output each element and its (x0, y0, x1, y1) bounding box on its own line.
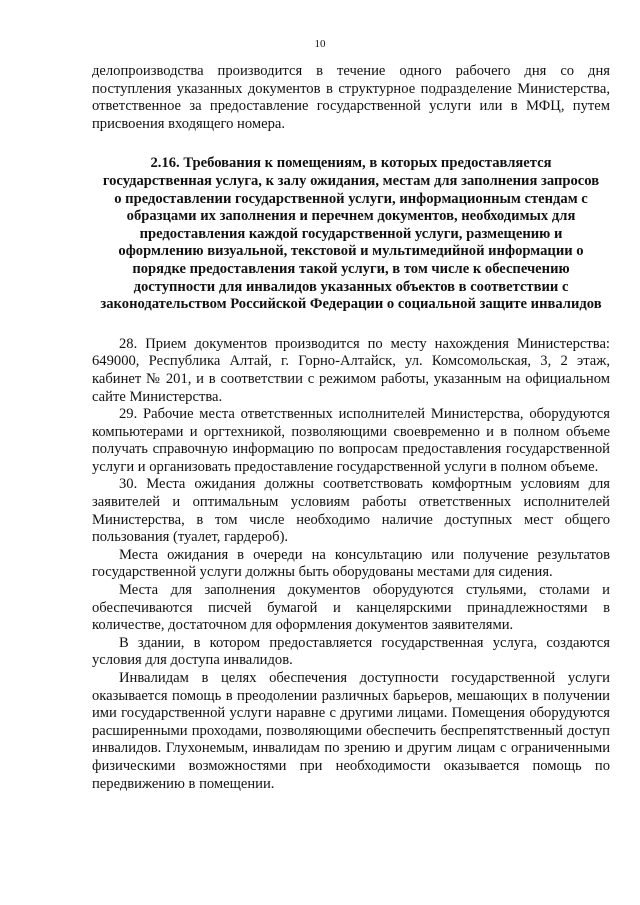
paragraph-disabled-access: В здании, в котором предоставляется государственная услуга, создаются условия для доступа инвалидов. (92, 634, 610, 669)
paragraph-disabled-assistance: Инвалидам в целях обеспечения доступности государственной услуги оказывается помощь в преодолении различных барьеров, мешающих в получении ими государственной услуги наравне с другими лицами. Помещения оборудуются расширенными проходами, позволяющими обеспечить беспрепятственный доступ инвалидов. Глухонемым, инвалидам по зрению и другим лицам с ограниченными физическими возможностями при необходимости оказывается помощь по передвижению в помещении. (92, 670, 610, 792)
page-number: 10 (314, 38, 326, 50)
paragraph-28: 28. Прием документов производится по месту нахождения Министерства: 649000, Республика Алтай, г. Горно-Алтайск, ул. Комсомольская, 3, 2 этаж, кабинет № 201, и в соответствии с режимом работы, указанным на официальном сайте Министерства. (92, 335, 610, 405)
paragraph-waiting-seats: Места ожидания в очереди на консультацию или получение результатов государственной услуги должны быть оборудованы местами для сидения. (92, 546, 610, 581)
section-heading: 2.16. Требования к помещениям, в которых предоставляется государственная услуга, к залу ожидания, местам для заполнения запросов о предоставлении государственной услуги, информационным стендам с образцами их заполнения и перечнем документов, необходимых для предоставления каждой государственной услуги, размещению и оформлению визуальной, текстовой и мультимедийной информации о порядке предоставления такой услуги, в том числе к обеспечению доступности для инвалидов указанных объектов в соответствии с законодательством Российской Федерации о социальной защите инвалидов (100, 155, 602, 313)
paragraph-30: 30. Места ожидания должны соответствовать комфортным условиям для заявителей и оптимальным условиям работы ответственных исполнителей Министерства, в том числе необходимо наличие доступных мест общего пользования (туалет, гардероб). (92, 476, 610, 546)
intro-paragraph: делопроизводства производится в течение одного рабочего дня со дня поступления указанных документов в структурное подразделение Министерства, ответственное за предоставление государственной услуги или в МФЦ, путем присвоения входящего номера. (92, 63, 610, 132)
paragraph-29: 29. Рабочие места ответственных исполнителей Министерства, оборудуются компьютерами и оргтехникой, позволяющими своевременно и в полном объеме получать справочную информацию по вопросам предоставления государственной услуги и организовать предоставление государственной услуги в полном объеме. (92, 406, 610, 475)
document-body (92, 63, 610, 793)
paragraph-form-filling-places: Места для заполнения документов оборудуются стульями, столами и обеспечиваются писчей бумагой и канцелярскими принадлежностями в количестве, достаточном для оформления документов заявителями. (92, 582, 610, 634)
